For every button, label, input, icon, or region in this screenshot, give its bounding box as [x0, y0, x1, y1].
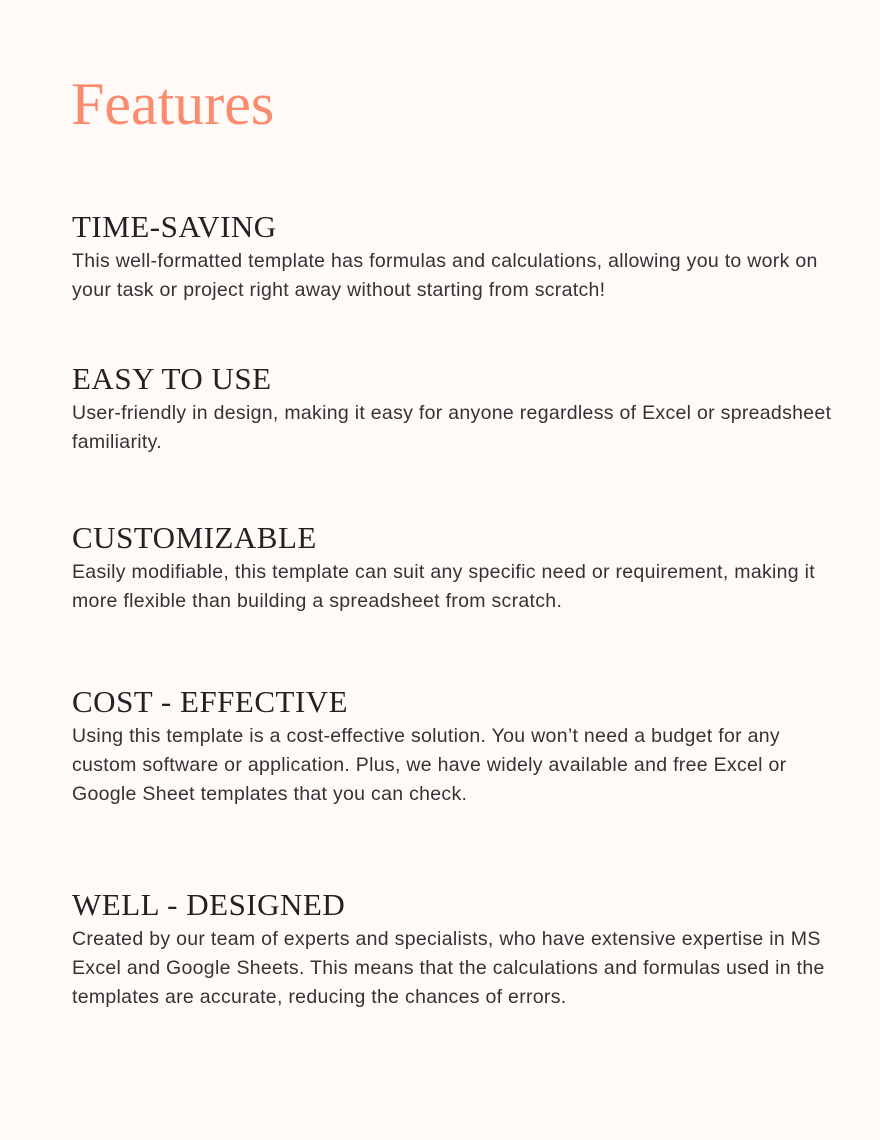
feature-well-designed	[72, 888, 842, 1012]
feature-time-saving	[72, 210, 842, 305]
feature-heading: EASY TO USE	[72, 361, 272, 396]
feature-cost-effective	[72, 685, 842, 809]
feature-description: User-friendly in design, making it easy for anyone regardless of Excel or spreadsheet familiarity.	[72, 402, 832, 453]
feature-heading: WELL - DESIGNED	[72, 887, 346, 922]
feature-description: Created by our team of experts and specialists, who have extensive expertise in MS Excel and Google Sheets. This means that the calculations and formulas used in the templates are accurate, reducing the chances of errors.	[72, 928, 825, 1008]
feature-easy-to-use	[72, 362, 842, 457]
feature-description: This well-formatted template has formulas and calculations, allowing you to work on your task or project right away without starting from scratch!	[72, 250, 818, 301]
feature-heading: TIME-SAVING	[72, 209, 277, 244]
feature-customizable	[72, 521, 842, 616]
feature-description: Easily modifiable, this template can suit any specific need or requirement, making it more flexible than building a spreadsheet from scratch.	[72, 561, 816, 612]
feature-heading: COST - EFFECTIVE	[72, 684, 349, 719]
feature-description: Using this template is a cost-effective solution. You won’t need a budget for any custom software or application. Plus, we have widely available and free Excel or Google Sheet templates that you can check.	[72, 725, 787, 805]
page-title: Features	[71, 71, 275, 137]
feature-heading: CUSTOMIZABLE	[72, 520, 317, 555]
